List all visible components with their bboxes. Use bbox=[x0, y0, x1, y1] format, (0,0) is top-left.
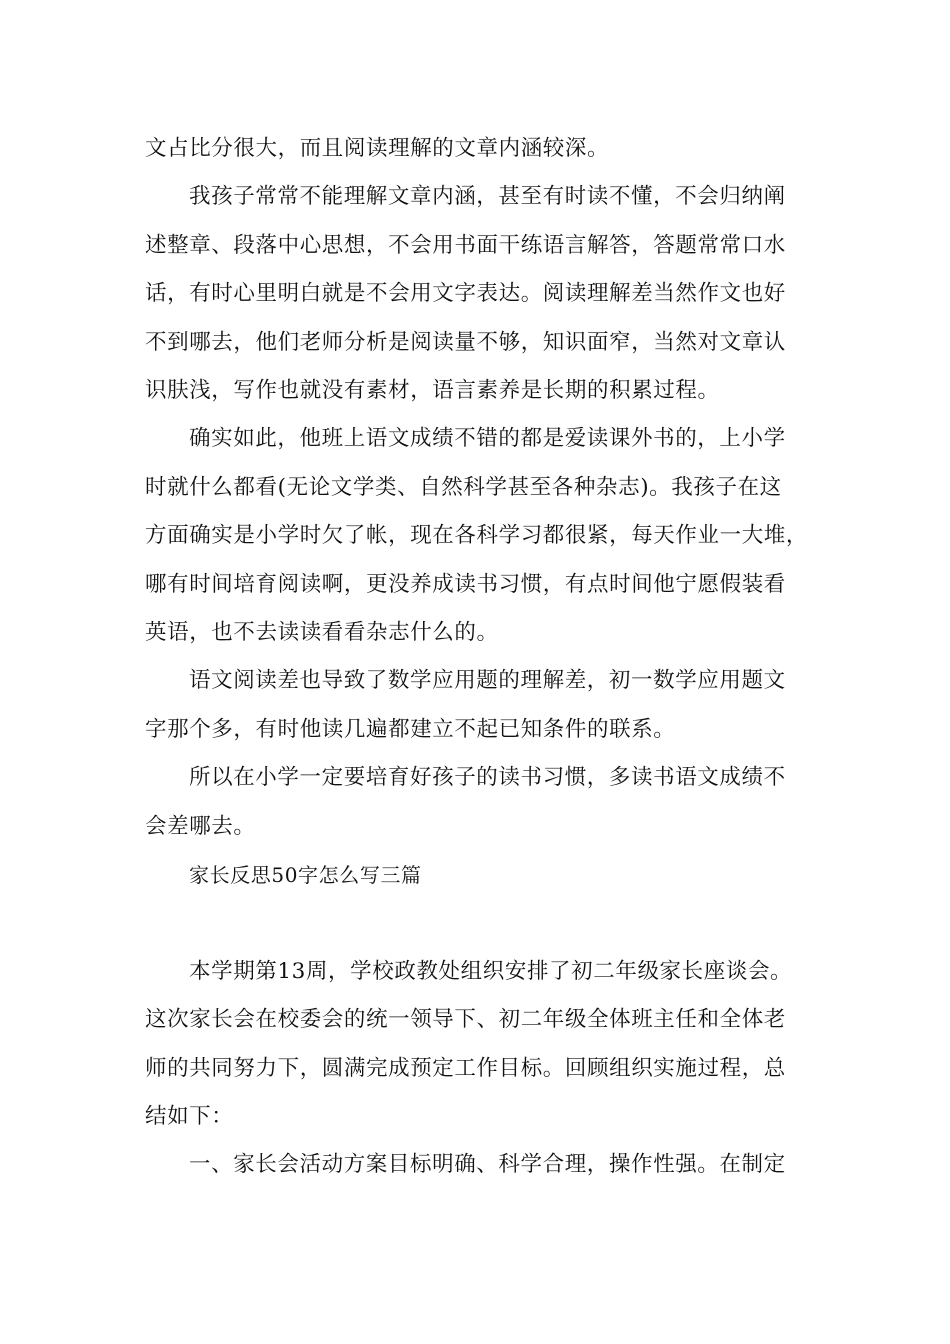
text-line-21: 一、家长会活动方案目标明确、科学合理，操作性强。在制定 bbox=[189, 1152, 786, 1177]
text-line-17: 本学期第13周，学校政教处组织安排了初二年级家长座谈会。 bbox=[189, 959, 793, 984]
text-line-8: 时就什么都看(无论文学类、自然科学甚至各种杂志)。我孩子在这 bbox=[145, 475, 782, 500]
text-line-13: 字那个多，有时他读几遍都建立不起已知条件的联系。 bbox=[145, 717, 676, 742]
text-line-7: 确实如此，他班上语文成绩不错的都是爱读课外书的，上小学 bbox=[189, 426, 786, 451]
text-line-9: 方面确实是小学时欠了帐，现在各科学习都很紧，每天作业一大堆， bbox=[145, 523, 809, 548]
section-heading: 家长反思50字怎么写三篇 bbox=[189, 863, 422, 887]
text-line-15: 会差哪去。 bbox=[145, 814, 256, 839]
text-line-18: 这次家长会在校委会的统一领导下、初二年级全体班主任和全体老 bbox=[145, 1007, 786, 1032]
text-line-5: 不到哪去，他们老师分析是阅读量不够，知识面窄，当然对文章认 bbox=[145, 330, 786, 355]
text-line-14: 所以在小学一定要培育好孩子的读书习惯，多读书语文成绩不 bbox=[189, 765, 786, 790]
text-line-1: 文占比分很大，而且阅读理解的文章内涵较深。 bbox=[145, 136, 610, 161]
text-line-6: 识肤浅，写作也就没有素材，语言素养是长期的积累过程。 bbox=[145, 378, 720, 403]
text-line-12: 语文阅读差也导致了数学应用题的理解差，初一数学应用题文 bbox=[189, 668, 786, 693]
text-line-19: 师的共同努力下，圆满完成预定工作目标。回顾组织实施过程，总 bbox=[145, 1056, 786, 1081]
text-line-11: 英语，也不去读读看看杂志什么的。 bbox=[145, 620, 499, 645]
text-line-3: 述整章、段落中心思想，不会用书面干练语言解答，答题常常口水 bbox=[145, 233, 786, 258]
text-line-10: 哪有时间培育阅读啊，更没养成读书习惯，有点时间他宁愿假装看 bbox=[145, 572, 786, 597]
text-line-4: 话，有时心里明白就是不会用文字表达。阅读理解差当然作文也好 bbox=[145, 281, 786, 306]
text-line-2: 我孩子常常不能理解文章内涵，甚至有时读不懂，不会归纳阐 bbox=[189, 184, 786, 209]
text-line-20: 结如下： bbox=[145, 1104, 234, 1129]
